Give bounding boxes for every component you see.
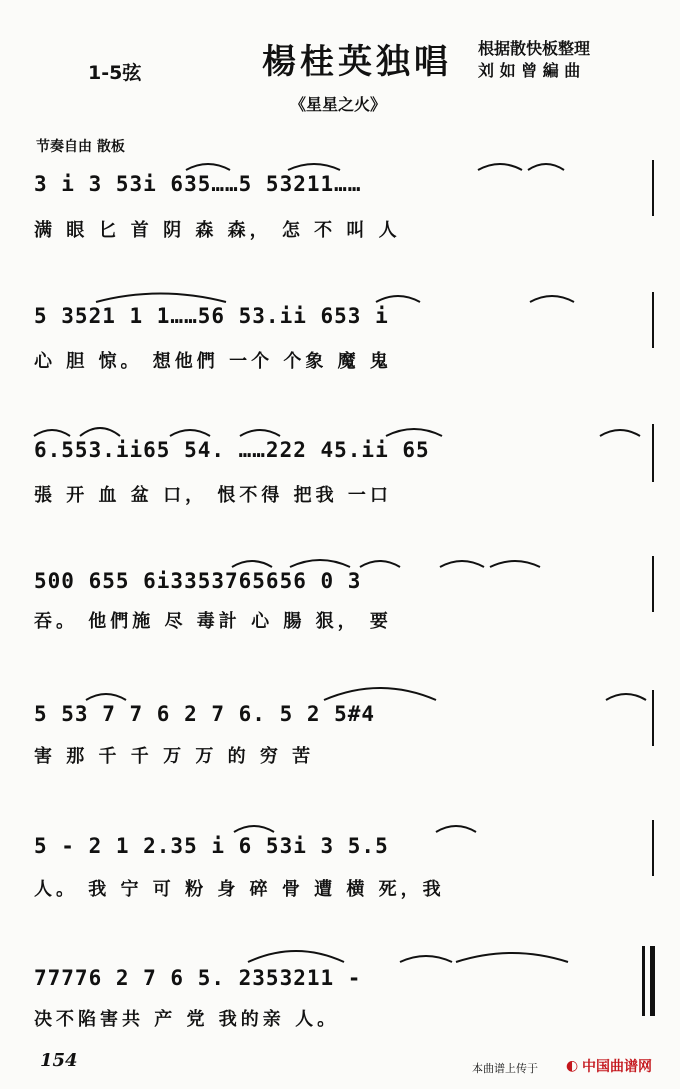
- notes-line-5: 5 53 7 7 6 2 7 6. 5 2 5#4: [34, 702, 376, 726]
- slur: [186, 164, 230, 170]
- slur: [456, 953, 568, 962]
- slur: [600, 430, 640, 436]
- lyrics-line-7: 决不陷害共 产 党 我的亲 人。: [34, 1009, 340, 1030]
- lyrics-line-1: 满 眼 匕 首 阴 森 森， 怎 不 叫 人: [34, 220, 401, 241]
- slur: [288, 164, 340, 170]
- lyrics-line-4: 吞。 他們施 尽 毒計 心 腸 狠， 要: [34, 611, 392, 632]
- lyrics-line-2: 心 胆 惊。 想他們 一个 个象 魔 鬼: [34, 351, 392, 372]
- notes-line-1: 3 i 3 53i 635……5 53211……: [34, 172, 362, 196]
- lyrics-line-5: 害 那 千 千 万 万 的 穷 苦: [34, 746, 315, 767]
- credits-line-1: 根据散快板整理: [478, 39, 591, 58]
- slur: [240, 430, 280, 436]
- slur: [34, 430, 70, 436]
- slur: [96, 294, 226, 303]
- slur: [248, 951, 344, 962]
- credits: [478, 38, 590, 82]
- slur: [606, 694, 646, 700]
- lyrics-line-3: 張 开 血 盆 口， 恨不得 把我 一口: [34, 485, 392, 506]
- slur: [478, 164, 522, 170]
- notes-line-4: 500 655 6i3353765656 0 3: [34, 569, 362, 593]
- tempo-marking: 节奏自由 散板: [36, 139, 125, 155]
- credits-line-2: 刘 如 曾 編 曲: [478, 61, 581, 80]
- slur: [232, 561, 272, 567]
- barline-1: [652, 160, 654, 216]
- final-barline-thick: [650, 946, 655, 1016]
- lyrics-line-6: 人。 我 宁 可 粉 身 碎 骨 遭 横 死，我: [34, 879, 445, 900]
- upload-note: 本曲谱上传于: [472, 1062, 538, 1075]
- slur: [436, 826, 476, 832]
- page-number: 154: [40, 1050, 78, 1071]
- slur: [234, 826, 274, 832]
- notes-line-2: 5 3521 1 1……56 53.ii 653 i: [34, 304, 389, 328]
- barline-3: [652, 424, 654, 482]
- barline-4: [652, 556, 654, 612]
- notes-line-6: 5 - 2 1 2.35 i 6 53i 3 5.5: [34, 834, 389, 858]
- brand-logo-icon: ◐: [566, 1058, 579, 1074]
- notes-line-3: 6.553.ii65 54. ……222 45.ii 65: [34, 438, 430, 462]
- brand-name[interactable]: 中国曲谱网: [582, 1059, 652, 1075]
- slur: [440, 561, 484, 567]
- slur: [290, 560, 350, 567]
- slur: [490, 561, 540, 567]
- final-barline-thin: [642, 946, 645, 1016]
- barline-6: [652, 820, 654, 876]
- slur: [376, 296, 420, 302]
- slur: [324, 688, 436, 700]
- source-work: 《星星之火》: [290, 95, 387, 114]
- slur: [170, 430, 210, 436]
- barline-2: [652, 292, 654, 348]
- slur: [360, 561, 400, 567]
- slur: [400, 956, 452, 962]
- slur: [86, 694, 126, 700]
- slur: [80, 428, 120, 436]
- tuning-label: 1-5弦: [88, 62, 142, 84]
- slur: [530, 296, 574, 302]
- slur: [528, 164, 564, 170]
- song-title: 楊桂英独唱: [262, 42, 452, 82]
- slur: [386, 429, 442, 436]
- barline-5: [652, 690, 654, 746]
- notes-line-7: 77776 2 7 6 5. 2353211 -: [34, 966, 362, 990]
